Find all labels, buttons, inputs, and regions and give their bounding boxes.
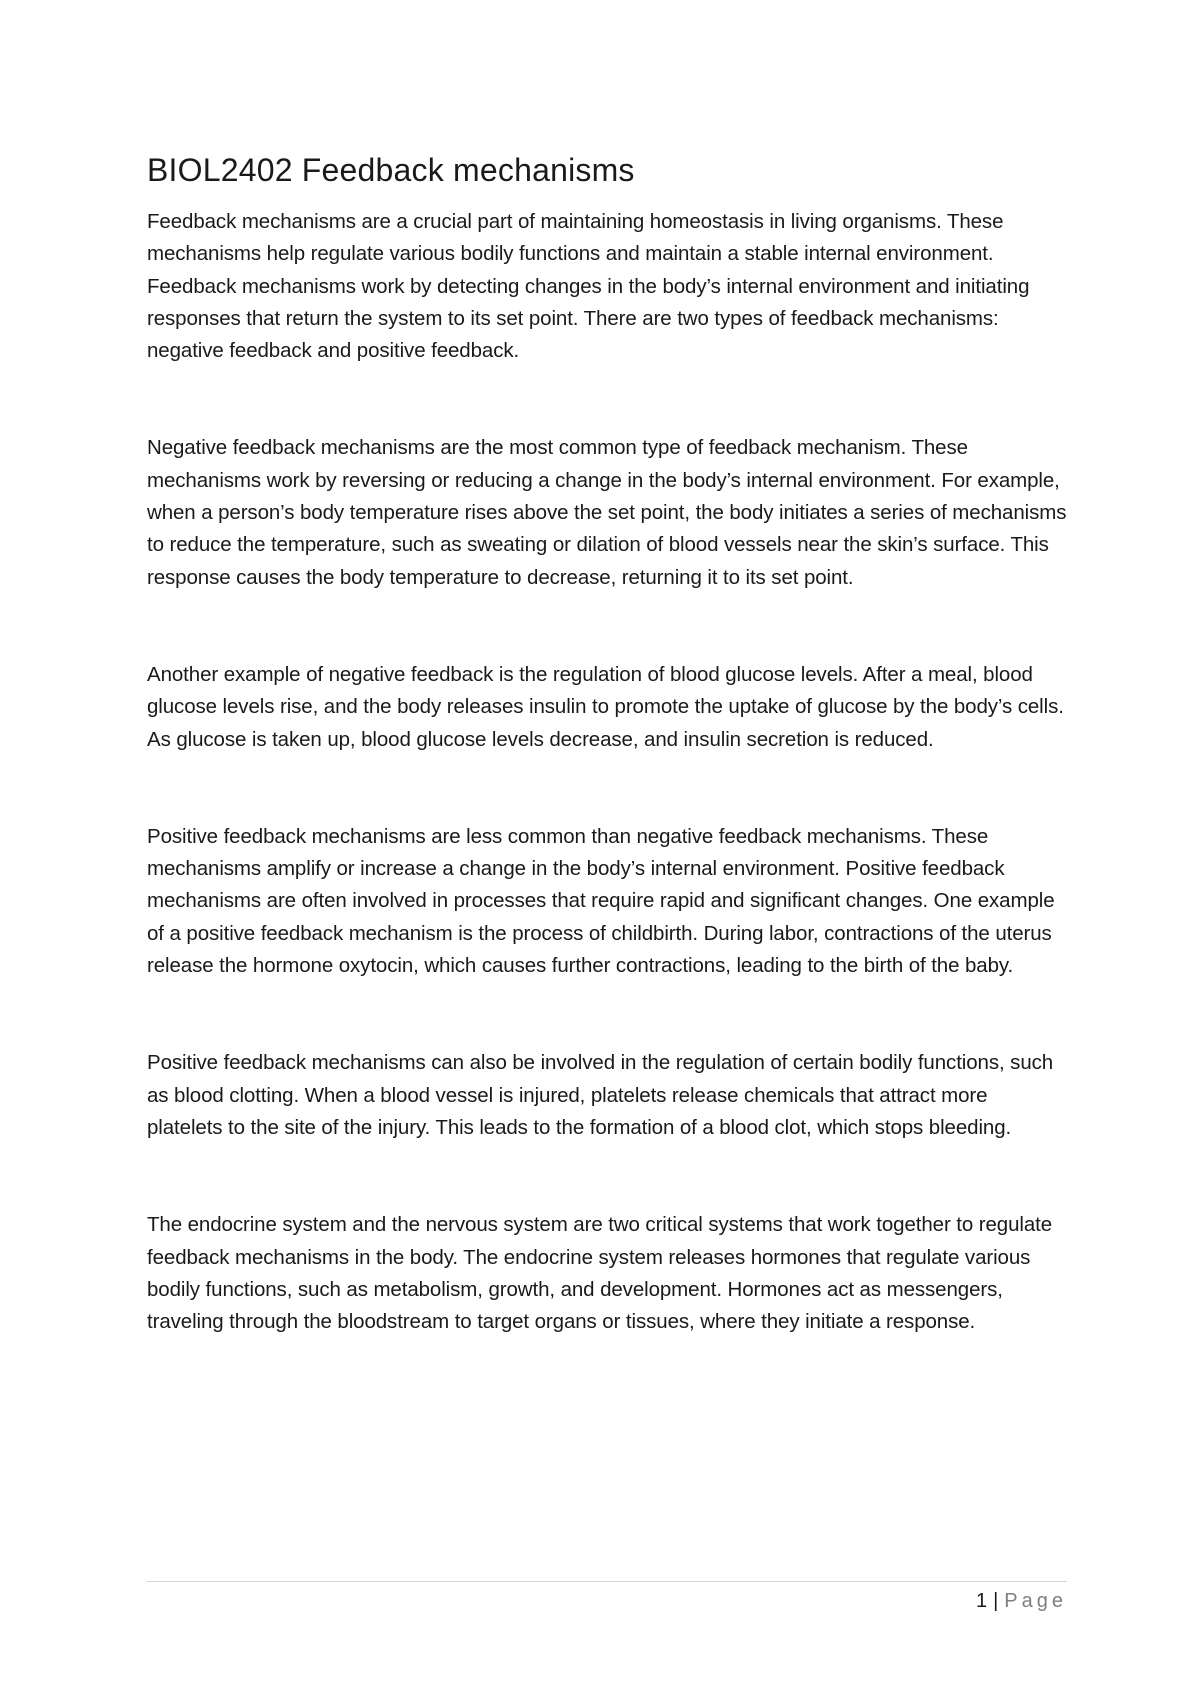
paragraph-endocrine-nervous: The endocrine system and the nervous system are two critical systems that work together to regulate feedback mechanisms in the body. The endocrine system releases hormones that regulate various bodily functions, such as metabolism, growth, and development. Hormones act as messengers, traveling through the bloodstream to target organs or tissues, where they initiate a response. <box>147 1213 1053 1334</box>
footer-separator: | <box>993 1590 999 1612</box>
page-number: 1 <box>975 1590 988 1612</box>
paragraph-blood-glucose: Another example of negative feedback is the regulation of blood glucose levels. After a meal, blood glucose levels rise, and the body releases insulin to promote the uptake of glucose by the body’s cells. As glucose is taken up, blood glucose levels decrease, and insulin secretion is reduced. <box>147 662 1064 751</box>
paragraph-negative-feedback: Negative feedback mechanisms are the most common type of feedback mechanism. These mechanisms work by reversing or reducing a change in the body’s internal environment. For example, when a person’s body temperature rises above the set point, the body initiates a series of mechanisms to reduce the temperature, such as sweating or dilation of blood vessels near the skin’s surface. This response causes the body temperature to decrease, returning it to its set point. <box>147 436 1067 589</box>
page-footer <box>976 1588 1067 1614</box>
document-title: BIOL2402 Feedback mechanisms <box>147 152 635 188</box>
paragraph-blood-clotting: Positive feedback mechanisms can also be involved in the regulation of certain bodily functions, such as blood clotting. When a blood vessel is injured, platelets release chemicals that attract more platelets to the site of the injury. This leads to the formation of a blood clot, which stops bleeding. <box>147 1051 1054 1139</box>
paragraph-positive-feedback: Positive feedback mechanisms are less common than negative feedback mechanisms. These mechanisms amplify or increase a change in the body’s internal environment. Positive feedback mechanisms are often involved in processes that require rapid and significant changes. One example of a positive feedback mechanism is the process of childbirth. During labor, contractions of the uterus release the hormone oxytocin, which causes further contractions, leading to the birth of the baby. <box>147 824 1055 978</box>
document-body <box>147 150 1067 1338</box>
page-label: Page <box>1004 1590 1067 1612</box>
paragraph-intro: Feedback mechanisms are a crucial part of maintaining homeostasis in living organisms. These mechanisms help regulate various bodily functions and maintain a stable internal environment. Feedback mechanisms work by detecting changes in the body’s internal environment and initiating responses that return the system to its set point. There are two types of feedback mechanisms: negative feedback and positive feedback. <box>147 210 1030 363</box>
footer-divider <box>147 1581 1067 1582</box>
